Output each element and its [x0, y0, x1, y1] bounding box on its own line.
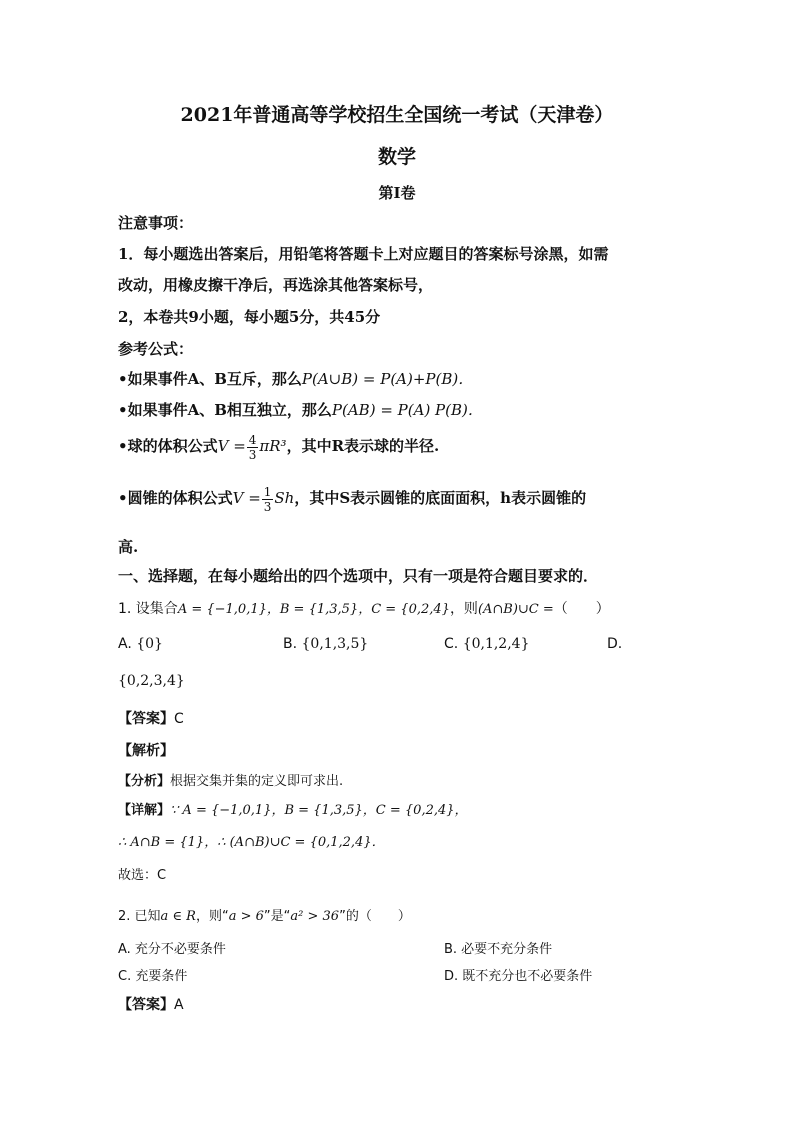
formula-exclusive-math: P(A∪B) = P(A)+P(B)．	[301, 370, 474, 388]
note-item-2: 2，本卷共9小题，每小题5分，共45分	[118, 308, 381, 326]
question-1-choose: 故选：C	[118, 868, 167, 883]
question-2-prefix: 2. 已知	[118, 909, 161, 924]
question-1-prefix: 1. 设集合	[118, 601, 178, 617]
question-1-option-b[interactable]	[283, 636, 368, 652]
question-1-option-c[interactable]	[444, 636, 529, 652]
question-2-condition-1: a > 6	[228, 909, 264, 924]
question-2-domain: a ∈ R	[160, 909, 196, 924]
question-2-option-d[interactable]: D. 既不充分也不必要条件	[444, 969, 593, 984]
formula-cone-volume	[118, 481, 586, 515]
formula-independent-text: •如果事件A、B相互独立，那么	[118, 401, 332, 419]
question-2-option-c[interactable]: C. 充要条件	[118, 969, 188, 984]
question-2-answer	[118, 994, 184, 1014]
fraction-denominator: 3	[248, 447, 257, 462]
fraction-numerator: 1	[263, 484, 272, 499]
formulas-heading: 参考公式：	[118, 340, 194, 358]
option-c-value: {0,1,2,4}	[462, 636, 530, 652]
question-2-tail: ”的（ ）	[339, 909, 411, 924]
option-b-label: B.	[283, 636, 298, 652]
formula-cone-text: •圆锥的体积公式	[118, 489, 233, 507]
formula-cone-rhs: Sh	[274, 489, 295, 507]
question-1-sets: A = {−1,0,1}，B = {1,3,5}，C = {0,2,4}	[177, 602, 450, 617]
question-1-fenxi	[118, 770, 343, 789]
formula-sphere-rhs: πR³	[259, 437, 287, 455]
section-1-heading: 一、选择题，在每小题给出的四个选项中，只有一项是符合题目要求的．	[118, 567, 599, 585]
subject-title: 数学	[377, 146, 416, 168]
question-1-answer	[118, 708, 184, 728]
formula-sphere-fraction	[247, 433, 259, 462]
question-2-option-a[interactable]: A. 充分不必要条件	[118, 942, 226, 957]
formula-cone-tail: ，其中S表示圆锥的底面面积，h表示圆锥的	[294, 489, 587, 507]
question-1-option-d-value[interactable]: {0,2,3,4}	[118, 673, 185, 689]
fenxi-text: 根据交集并集的定义即可求出.	[170, 774, 344, 789]
option-a-label: A.	[118, 636, 132, 652]
formula-exclusive	[118, 368, 473, 389]
formula-independent	[118, 399, 483, 420]
formula-sphere-volume	[118, 429, 439, 463]
fenxi-tag: 【分析】	[118, 774, 171, 789]
question-2-mid-2: ”是“	[263, 909, 291, 924]
formula-cone-tail-wrap: 高.	[118, 538, 139, 556]
note-item-1-cont: 改动，用橡皮擦干净后，再选涂其他答案标号，	[118, 276, 434, 294]
fraction-denominator: 3	[263, 499, 272, 514]
formula-independent-math: P(AB) = P(A) P(B)．	[331, 401, 483, 419]
option-b-value: {0,1,3,5}	[301, 636, 369, 652]
question-1-step-2: ∴ A∩B = {1}，∴ (A∩B)∪C = {0,1,2,4}．	[118, 835, 385, 850]
question-1-xiangjie	[118, 799, 468, 818]
fraction-numerator: 4	[248, 432, 257, 447]
option-a-value: {0}	[136, 636, 163, 652]
formula-sphere-text: •球的体积公式	[118, 437, 218, 455]
question-2-option-b[interactable]: B. 必要不充分条件	[444, 942, 553, 957]
volume-label: 第I卷	[378, 184, 416, 202]
answer-value: C	[174, 711, 184, 727]
xiangjie-math: ∵ A = {−1,0,1}，B = {1,3,5}，C = {0,2,4}，	[170, 803, 468, 818]
question-1-analysis-tag: 【解析】	[118, 743, 174, 759]
answer-value: A	[174, 997, 184, 1013]
notes-heading: 注意事项：	[118, 214, 194, 232]
question-1-then: ，则	[449, 601, 478, 617]
question-1-paren: （ ）	[553, 601, 610, 617]
answer-tag: 【答案】	[118, 997, 174, 1013]
question-1-option-a[interactable]	[118, 636, 163, 652]
question-2-mid: ，则“	[195, 909, 229, 924]
question-2-condition-2: a² > 36	[290, 909, 340, 924]
question-2-stem	[118, 905, 411, 924]
formula-sphere-tail: ，其中R表示球的半径.	[286, 437, 440, 455]
question-1-option-d-label[interactable]: D.	[607, 636, 623, 652]
formula-cone-lhs: V =	[232, 489, 261, 507]
question-1-expression: (A∩B)∪C =	[477, 602, 554, 617]
formula-exclusive-text: •如果事件A、B互斥，那么	[118, 370, 302, 388]
answer-tag: 【答案】	[118, 711, 174, 727]
formula-cone-fraction	[262, 485, 274, 514]
question-1-stem	[118, 598, 610, 618]
option-c-label: C.	[444, 636, 459, 652]
note-item-1: 1．每小题选出答案后，用铅笔将答题卡上对应题目的答案标号涂黑，如需	[118, 245, 609, 263]
xiangjie-tag: 【详解】	[118, 803, 171, 818]
exam-title: 2021年普通高等学校招生全国统一考试（天津卷）	[180, 104, 614, 126]
formula-sphere-lhs: V =	[217, 437, 246, 455]
